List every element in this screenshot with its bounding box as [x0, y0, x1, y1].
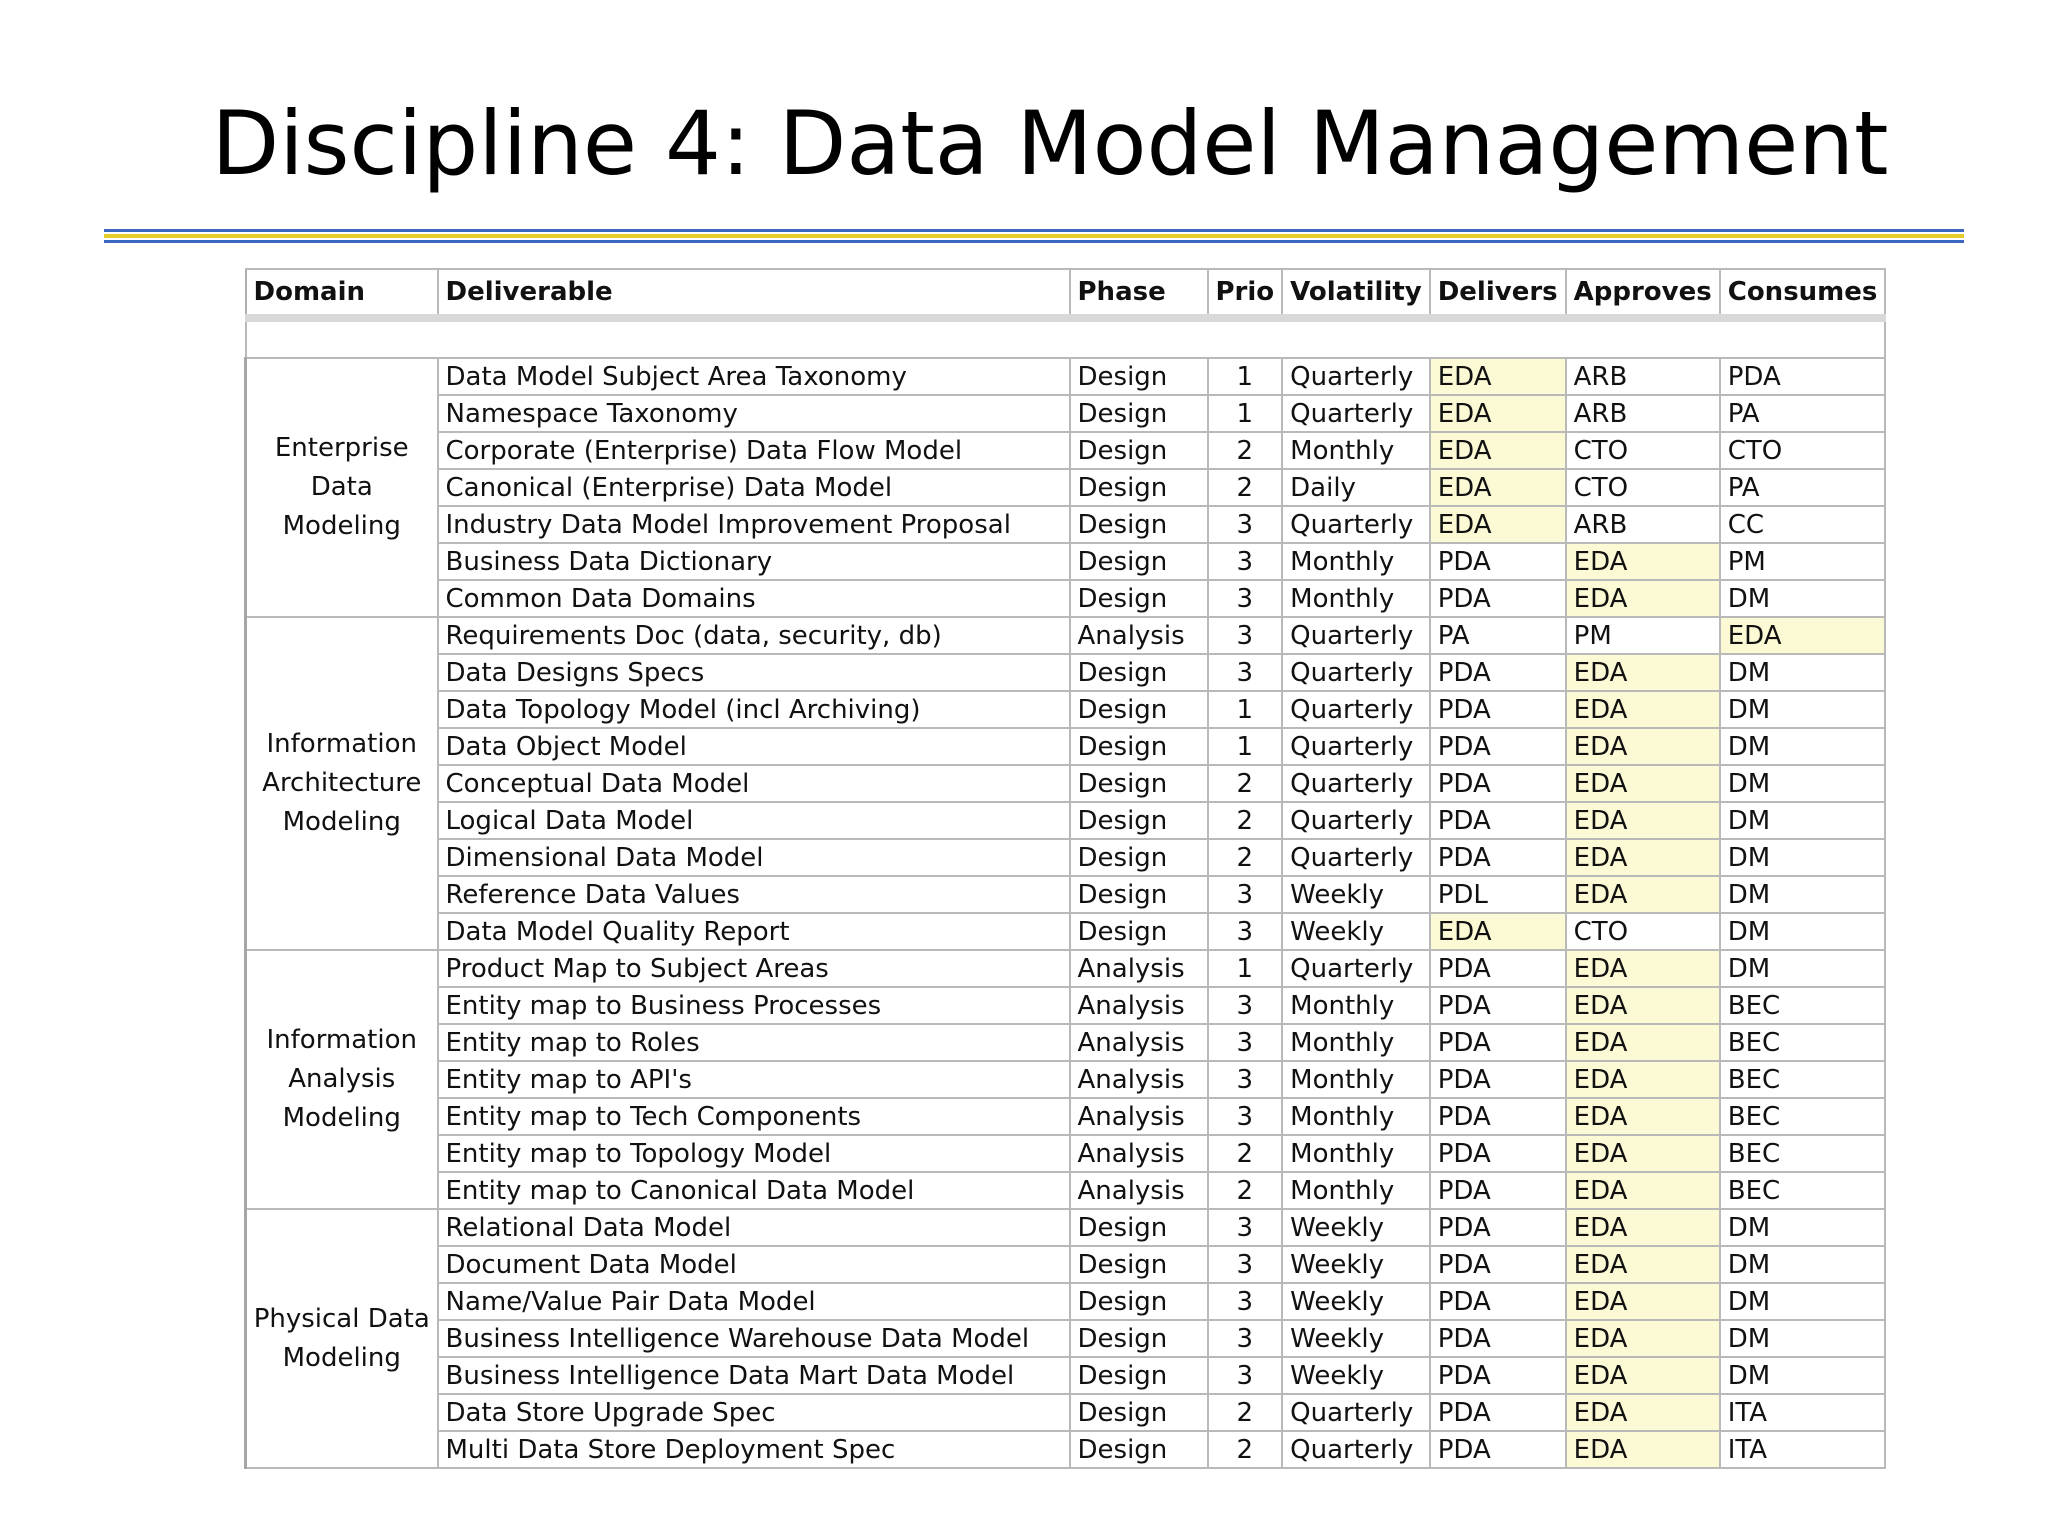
volatility-cell: Quarterly	[1282, 654, 1430, 691]
approves-cell: EDA	[1566, 802, 1720, 839]
volatility-cell: Monthly	[1282, 1098, 1430, 1135]
header-delivers: Delivers	[1430, 269, 1566, 318]
table-header	[246, 269, 1886, 318]
table-row	[246, 1135, 1886, 1172]
deliverable-cell: Entity map to API's	[438, 1061, 1070, 1098]
delivers-cell: PDL	[1430, 876, 1566, 913]
header-domain: Domain	[246, 269, 438, 318]
delivers-cell: PDA	[1430, 1135, 1566, 1172]
consumes-cell: BEC	[1720, 1098, 1886, 1135]
prio-cell: 1	[1208, 728, 1283, 765]
phase-cell: Design	[1070, 1357, 1208, 1394]
delivers-cell: PDA	[1430, 1209, 1566, 1246]
prio-cell: 3	[1208, 1320, 1283, 1357]
consumes-cell: EDA	[1720, 617, 1886, 654]
deliverable-cell: Data Object Model	[438, 728, 1070, 765]
spacer-cell	[246, 318, 1886, 358]
delivers-cell: PDA	[1430, 728, 1566, 765]
approves-cell: EDA	[1566, 543, 1720, 580]
phase-cell: Analysis	[1070, 1135, 1208, 1172]
domain-cell: Information Architecture Modeling	[246, 617, 438, 950]
prio-cell: 3	[1208, 1024, 1283, 1061]
deliverable-cell: Name/Value Pair Data Model	[438, 1283, 1070, 1320]
approves-cell: ARB	[1566, 358, 1720, 395]
phase-cell: Design	[1070, 543, 1208, 580]
volatility-cell: Quarterly	[1282, 1394, 1430, 1431]
table-body	[246, 318, 1886, 1468]
prio-cell: 2	[1208, 839, 1283, 876]
consumes-cell: CC	[1720, 506, 1886, 543]
approves-cell: EDA	[1566, 1024, 1720, 1061]
volatility-cell: Monthly	[1282, 987, 1430, 1024]
volatility-cell: Quarterly	[1282, 1431, 1430, 1468]
delivers-cell: PDA	[1430, 543, 1566, 580]
prio-cell: 3	[1208, 1246, 1283, 1283]
deliverable-cell: Entity map to Topology Model	[438, 1135, 1070, 1172]
table-row	[246, 1431, 1886, 1468]
domain-cell: Information Analysis Modeling	[246, 950, 438, 1209]
consumes-cell: DM	[1720, 580, 1886, 617]
volatility-cell: Weekly	[1282, 1209, 1430, 1246]
volatility-cell: Monthly	[1282, 1024, 1430, 1061]
approves-cell: EDA	[1566, 580, 1720, 617]
table-row	[246, 1246, 1886, 1283]
table-row	[246, 580, 1886, 617]
prio-cell: 1	[1208, 358, 1283, 395]
prio-cell: 3	[1208, 987, 1283, 1024]
prio-cell: 2	[1208, 1394, 1283, 1431]
volatility-cell: Quarterly	[1282, 802, 1430, 839]
table-row	[246, 432, 1886, 469]
table-row	[246, 876, 1886, 913]
table-row	[246, 1283, 1886, 1320]
phase-cell: Design	[1070, 1320, 1208, 1357]
deliverable-cell: Entity map to Canonical Data Model	[438, 1172, 1070, 1209]
phase-cell: Design	[1070, 1283, 1208, 1320]
consumes-cell: DM	[1720, 1283, 1886, 1320]
deliverable-cell: Conceptual Data Model	[438, 765, 1070, 802]
volatility-cell: Weekly	[1282, 876, 1430, 913]
phase-cell: Design	[1070, 1246, 1208, 1283]
phase-cell: Design	[1070, 802, 1208, 839]
approves-cell: EDA	[1566, 1209, 1720, 1246]
prio-cell: 3	[1208, 506, 1283, 543]
table-row	[246, 617, 1886, 654]
consumes-cell: DM	[1720, 1357, 1886, 1394]
table-row	[246, 1394, 1886, 1431]
deliverable-cell: Data Topology Model (incl Archiving)	[438, 691, 1070, 728]
delivers-cell: PDA	[1430, 654, 1566, 691]
volatility-cell: Quarterly	[1282, 765, 1430, 802]
consumes-cell: BEC	[1720, 1135, 1886, 1172]
volatility-cell: Monthly	[1282, 1135, 1430, 1172]
consumes-cell: PDA	[1720, 358, 1886, 395]
table-row	[246, 987, 1886, 1024]
prio-cell: 2	[1208, 1431, 1283, 1468]
delivers-cell: PDA	[1430, 839, 1566, 876]
table-row	[246, 802, 1886, 839]
delivers-cell: EDA	[1430, 395, 1566, 432]
prio-cell: 2	[1208, 765, 1283, 802]
phase-cell: Design	[1070, 580, 1208, 617]
table-row	[246, 358, 1886, 395]
delivers-cell: PDA	[1430, 1024, 1566, 1061]
phase-cell: Analysis	[1070, 950, 1208, 987]
volatility-cell: Quarterly	[1282, 358, 1430, 395]
table-row	[246, 691, 1886, 728]
title-rule-blue-bottom	[104, 240, 1964, 243]
phase-cell: Design	[1070, 1209, 1208, 1246]
consumes-cell: DM	[1720, 876, 1886, 913]
delivers-cell: PDA	[1430, 950, 1566, 987]
spacer-row	[246, 318, 1886, 358]
table-row	[246, 765, 1886, 802]
table-row	[246, 1209, 1886, 1246]
prio-cell: 3	[1208, 543, 1283, 580]
table-row	[246, 1098, 1886, 1135]
prio-cell: 2	[1208, 1172, 1283, 1209]
prio-cell: 1	[1208, 395, 1283, 432]
table-row	[246, 1024, 1886, 1061]
approves-cell: EDA	[1566, 1246, 1720, 1283]
delivers-cell: PDA	[1430, 1246, 1566, 1283]
table-row	[246, 395, 1886, 432]
deliverable-cell: Canonical (Enterprise) Data Model	[438, 469, 1070, 506]
phase-cell: Analysis	[1070, 1172, 1208, 1209]
prio-cell: 3	[1208, 617, 1283, 654]
prio-cell: 2	[1208, 1135, 1283, 1172]
deliverable-cell: Relational Data Model	[438, 1209, 1070, 1246]
table-row	[246, 1061, 1886, 1098]
consumes-cell: DM	[1720, 839, 1886, 876]
consumes-cell: BEC	[1720, 1172, 1886, 1209]
prio-cell: 1	[1208, 691, 1283, 728]
delivers-cell: EDA	[1430, 358, 1566, 395]
prio-cell: 3	[1208, 876, 1283, 913]
approves-cell: CTO	[1566, 469, 1720, 506]
delivers-cell: PDA	[1430, 1394, 1566, 1431]
approves-cell: EDA	[1566, 876, 1720, 913]
deliverable-cell: Reference Data Values	[438, 876, 1070, 913]
approves-cell: EDA	[1566, 654, 1720, 691]
volatility-cell: Quarterly	[1282, 506, 1430, 543]
title-rule-yellow	[104, 234, 1964, 238]
header-volatility: Volatility	[1282, 269, 1430, 318]
phase-cell: Analysis	[1070, 1024, 1208, 1061]
approves-cell: PM	[1566, 617, 1720, 654]
deliverable-cell: Product Map to Subject Areas	[438, 950, 1070, 987]
deliverable-cell: Data Model Quality Report	[438, 913, 1070, 950]
delivers-cell: PDA	[1430, 1357, 1566, 1394]
consumes-cell: PA	[1720, 469, 1886, 506]
deliverable-cell: Business Intelligence Data Mart Data Model	[438, 1357, 1070, 1394]
volatility-cell: Weekly	[1282, 1357, 1430, 1394]
approves-cell: EDA	[1566, 1061, 1720, 1098]
deliverable-cell: Common Data Domains	[438, 580, 1070, 617]
consumes-cell: DM	[1720, 1320, 1886, 1357]
volatility-cell: Quarterly	[1282, 691, 1430, 728]
consumes-cell: ITA	[1720, 1394, 1886, 1431]
delivers-cell: PDA	[1430, 1098, 1566, 1135]
volatility-cell: Quarterly	[1282, 728, 1430, 765]
volatility-cell: Quarterly	[1282, 395, 1430, 432]
approves-cell: EDA	[1566, 765, 1720, 802]
consumes-cell: DM	[1720, 765, 1886, 802]
deliverable-cell: Entity map to Roles	[438, 1024, 1070, 1061]
deliverable-cell: Logical Data Model	[438, 802, 1070, 839]
delivers-cell: PA	[1430, 617, 1566, 654]
prio-cell: 3	[1208, 1209, 1283, 1246]
prio-cell: 3	[1208, 1357, 1283, 1394]
consumes-cell: DM	[1720, 654, 1886, 691]
volatility-cell: Monthly	[1282, 1061, 1430, 1098]
approves-cell: EDA	[1566, 1172, 1720, 1209]
header-approves: Approves	[1566, 269, 1720, 318]
deliverable-cell: Document Data Model	[438, 1246, 1070, 1283]
delivers-cell: PDA	[1430, 1320, 1566, 1357]
deliverable-cell: Requirements Doc (data, security, db)	[438, 617, 1070, 654]
approves-cell: CTO	[1566, 913, 1720, 950]
phase-cell: Design	[1070, 913, 1208, 950]
volatility-cell: Monthly	[1282, 580, 1430, 617]
consumes-cell: DM	[1720, 950, 1886, 987]
consumes-cell: PA	[1720, 395, 1886, 432]
consumes-cell: CTO	[1720, 432, 1886, 469]
delivers-cell: EDA	[1430, 506, 1566, 543]
prio-cell: 3	[1208, 1061, 1283, 1098]
delivers-cell: PDA	[1430, 1172, 1566, 1209]
prio-cell: 3	[1208, 913, 1283, 950]
phase-cell: Design	[1070, 358, 1208, 395]
prio-cell: 3	[1208, 654, 1283, 691]
delivers-cell: EDA	[1430, 913, 1566, 950]
deliverable-cell: Data Store Upgrade Spec	[438, 1394, 1070, 1431]
phase-cell: Design	[1070, 432, 1208, 469]
volatility-cell: Weekly	[1282, 1320, 1430, 1357]
header-prio: Prio	[1208, 269, 1283, 318]
table-row	[246, 839, 1886, 876]
delivers-cell: PDA	[1430, 1431, 1566, 1468]
phase-cell: Design	[1070, 839, 1208, 876]
volatility-cell: Quarterly	[1282, 617, 1430, 654]
delivers-cell: PDA	[1430, 1061, 1566, 1098]
deliverable-cell: Entity map to Business Processes	[438, 987, 1070, 1024]
deliverables-table	[244, 268, 1886, 1469]
deliverable-cell: Corporate (Enterprise) Data Flow Model	[438, 432, 1070, 469]
deliverable-cell: Entity map to Tech Components	[438, 1098, 1070, 1135]
table-row	[246, 654, 1886, 691]
consumes-cell: DM	[1720, 1246, 1886, 1283]
phase-cell: Design	[1070, 654, 1208, 691]
volatility-cell: Quarterly	[1282, 950, 1430, 987]
delivers-cell: EDA	[1430, 432, 1566, 469]
phase-cell: Design	[1070, 506, 1208, 543]
delivers-cell: PDA	[1430, 765, 1566, 802]
table-row	[246, 1172, 1886, 1209]
phase-cell: Design	[1070, 765, 1208, 802]
volatility-cell: Monthly	[1282, 1172, 1430, 1209]
delivers-cell: PDA	[1430, 580, 1566, 617]
prio-cell: 2	[1208, 432, 1283, 469]
table-row	[246, 728, 1886, 765]
delivers-cell: PDA	[1430, 1283, 1566, 1320]
consumes-cell: DM	[1720, 802, 1886, 839]
approves-cell: EDA	[1566, 1135, 1720, 1172]
consumes-cell: BEC	[1720, 987, 1886, 1024]
phase-cell: Design	[1070, 395, 1208, 432]
consumes-cell: DM	[1720, 1209, 1886, 1246]
prio-cell: 3	[1208, 1283, 1283, 1320]
approves-cell: EDA	[1566, 1320, 1720, 1357]
approves-cell: EDA	[1566, 950, 1720, 987]
volatility-cell: Weekly	[1282, 913, 1430, 950]
approves-cell: CTO	[1566, 432, 1720, 469]
domain-cell: Enterprise Data Modeling	[246, 358, 438, 617]
approves-cell: ARB	[1566, 395, 1720, 432]
deliverable-cell: Industry Data Model Improvement Proposal	[438, 506, 1070, 543]
approves-cell: EDA	[1566, 728, 1720, 765]
volatility-cell: Monthly	[1282, 543, 1430, 580]
volatility-cell: Quarterly	[1282, 839, 1430, 876]
phase-cell: Design	[1070, 1394, 1208, 1431]
phase-cell: Analysis	[1070, 1098, 1208, 1135]
phase-cell: Analysis	[1070, 987, 1208, 1024]
deliverable-cell: Data Designs Specs	[438, 654, 1070, 691]
table-row	[246, 469, 1886, 506]
volatility-cell: Monthly	[1282, 432, 1430, 469]
prio-cell: 2	[1208, 802, 1283, 839]
consumes-cell: BEC	[1720, 1061, 1886, 1098]
prio-cell: 2	[1208, 469, 1283, 506]
table-row	[246, 543, 1886, 580]
phase-cell: Design	[1070, 876, 1208, 913]
deliverable-cell: Data Model Subject Area Taxonomy	[438, 358, 1070, 395]
delivers-cell: PDA	[1430, 691, 1566, 728]
approves-cell: EDA	[1566, 1357, 1720, 1394]
slide-title: Discipline 4: Data Model Management	[211, 92, 1889, 195]
delivers-cell: PDA	[1430, 802, 1566, 839]
table-row	[246, 950, 1886, 987]
deliverable-cell: Business Intelligence Warehouse Data Model	[438, 1320, 1070, 1357]
delivers-cell: PDA	[1430, 987, 1566, 1024]
approves-cell: EDA	[1566, 839, 1720, 876]
consumes-cell: DM	[1720, 691, 1886, 728]
header-deliverable: Deliverable	[438, 269, 1070, 318]
delivers-cell: EDA	[1430, 469, 1566, 506]
phase-cell: Analysis	[1070, 1061, 1208, 1098]
volatility-cell: Daily	[1282, 469, 1430, 506]
approves-cell: EDA	[1566, 987, 1720, 1024]
header-consumes: Consumes	[1720, 269, 1886, 318]
deliverable-cell: Dimensional Data Model	[438, 839, 1070, 876]
consumes-cell: BEC	[1720, 1024, 1886, 1061]
prio-cell: 3	[1208, 580, 1283, 617]
phase-cell: Design	[1070, 1431, 1208, 1468]
table-row	[246, 1320, 1886, 1357]
approves-cell: EDA	[1566, 691, 1720, 728]
consumes-cell: ITA	[1720, 1431, 1886, 1468]
deliverable-cell: Namespace Taxonomy	[438, 395, 1070, 432]
title-rule-blue-top	[104, 229, 1964, 232]
consumes-cell: DM	[1720, 728, 1886, 765]
header-phase: Phase	[1070, 269, 1208, 318]
phase-cell: Design	[1070, 469, 1208, 506]
table-row	[246, 913, 1886, 950]
header-row	[246, 269, 1886, 318]
phase-cell: Design	[1070, 691, 1208, 728]
approves-cell: EDA	[1566, 1098, 1720, 1135]
approves-cell: EDA	[1566, 1394, 1720, 1431]
deliverable-cell: Business Data Dictionary	[438, 543, 1070, 580]
prio-cell: 3	[1208, 1098, 1283, 1135]
approves-cell: ARB	[1566, 506, 1720, 543]
phase-cell: Analysis	[1070, 617, 1208, 654]
phase-cell: Design	[1070, 728, 1208, 765]
approves-cell: EDA	[1566, 1283, 1720, 1320]
deliverable-cell: Multi Data Store Deployment Spec	[438, 1431, 1070, 1468]
table-row	[246, 506, 1886, 543]
prio-cell: 1	[1208, 950, 1283, 987]
approves-cell: EDA	[1566, 1431, 1720, 1468]
volatility-cell: Weekly	[1282, 1246, 1430, 1283]
domain-cell: Physical Data Modeling	[246, 1209, 438, 1468]
table-row	[246, 1357, 1886, 1394]
volatility-cell: Weekly	[1282, 1283, 1430, 1320]
consumes-cell: DM	[1720, 913, 1886, 950]
consumes-cell: PM	[1720, 543, 1886, 580]
